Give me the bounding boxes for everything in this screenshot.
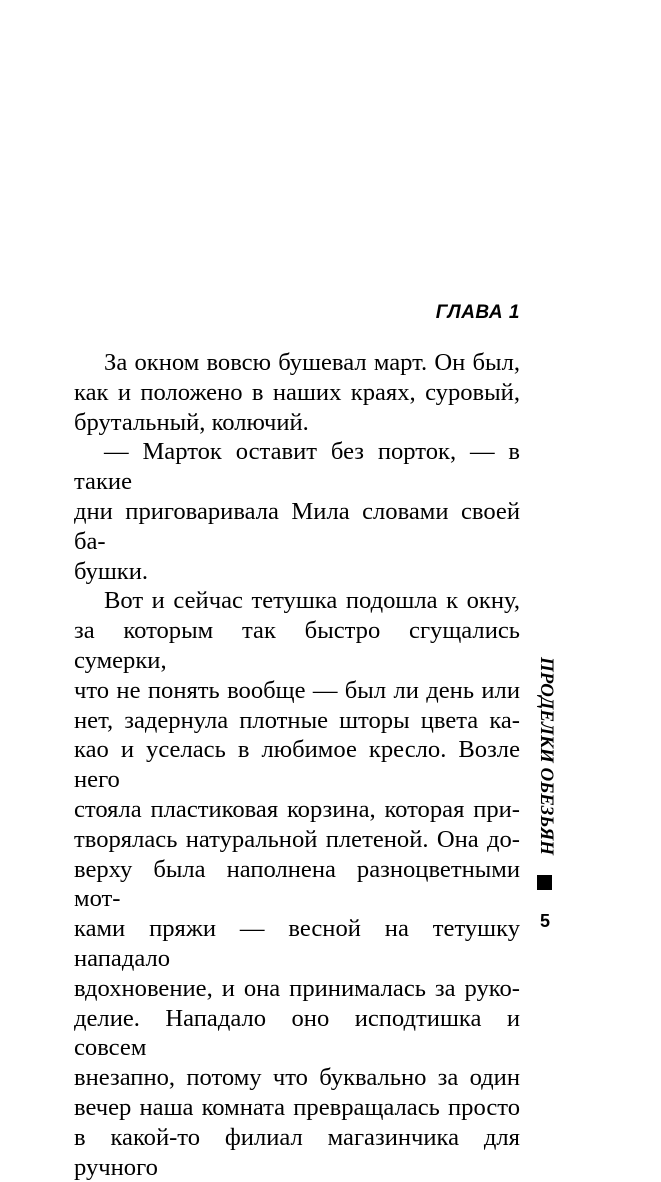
text-line: делие. Нападало оно исподтишка и совсем: [74, 1004, 520, 1062]
chapter-heading: ГЛАВА 1: [435, 302, 520, 323]
text-line: творялась натуральной плетеной. Она до-: [74, 825, 520, 853]
text-line: стояла пластиковая корзина, которая при-: [74, 795, 520, 823]
running-head: [531, 657, 561, 897]
text-line: За окном вовсю бушевал март. Он был,: [104, 349, 520, 376]
text-line: вечер наша комната превращалась просто: [74, 1093, 520, 1121]
text-line: Вот и сейчас тетушка подошла к окну,: [104, 587, 520, 615]
text-line: брутальный, колючий.: [74, 408, 309, 436]
text-line: верху была наполнена разноцветными мот-: [74, 855, 520, 913]
text-line: что не понять вообще — был ли день или: [74, 676, 520, 704]
text-line: внезапно, потому что буквально за один: [74, 1064, 520, 1092]
page-number: 5: [540, 911, 551, 931]
text-line: за которым так быстро сгущались сумерки,: [74, 617, 520, 674]
text-line: нет, задернула плотные шторы цвета ка-: [74, 706, 520, 734]
text-line: ками пряжи — весной на тетушку нападало: [74, 915, 520, 972]
text-line: бушки.: [74, 557, 149, 585]
body-text: [74, 348, 520, 1182]
text-line: как и положено в наших краях, суровый,: [74, 378, 520, 406]
text-line: дни приговаривала Мила словами своей ба-: [74, 497, 520, 555]
running-head-square-marker: [537, 875, 552, 890]
running-head-title: ПРОДЕЛКИ ОБЕЗЬЯН: [536, 657, 557, 856]
text-line: в какой-то филиал магазинчика для ручного: [74, 1123, 520, 1181]
text-line: као и уселась в любимое кресло. Возле него: [74, 736, 520, 794]
text-line: вдохновение, и она принималась за руко-: [74, 974, 520, 1002]
text-line: — Марток оставит без порток, — в такие: [74, 438, 520, 496]
